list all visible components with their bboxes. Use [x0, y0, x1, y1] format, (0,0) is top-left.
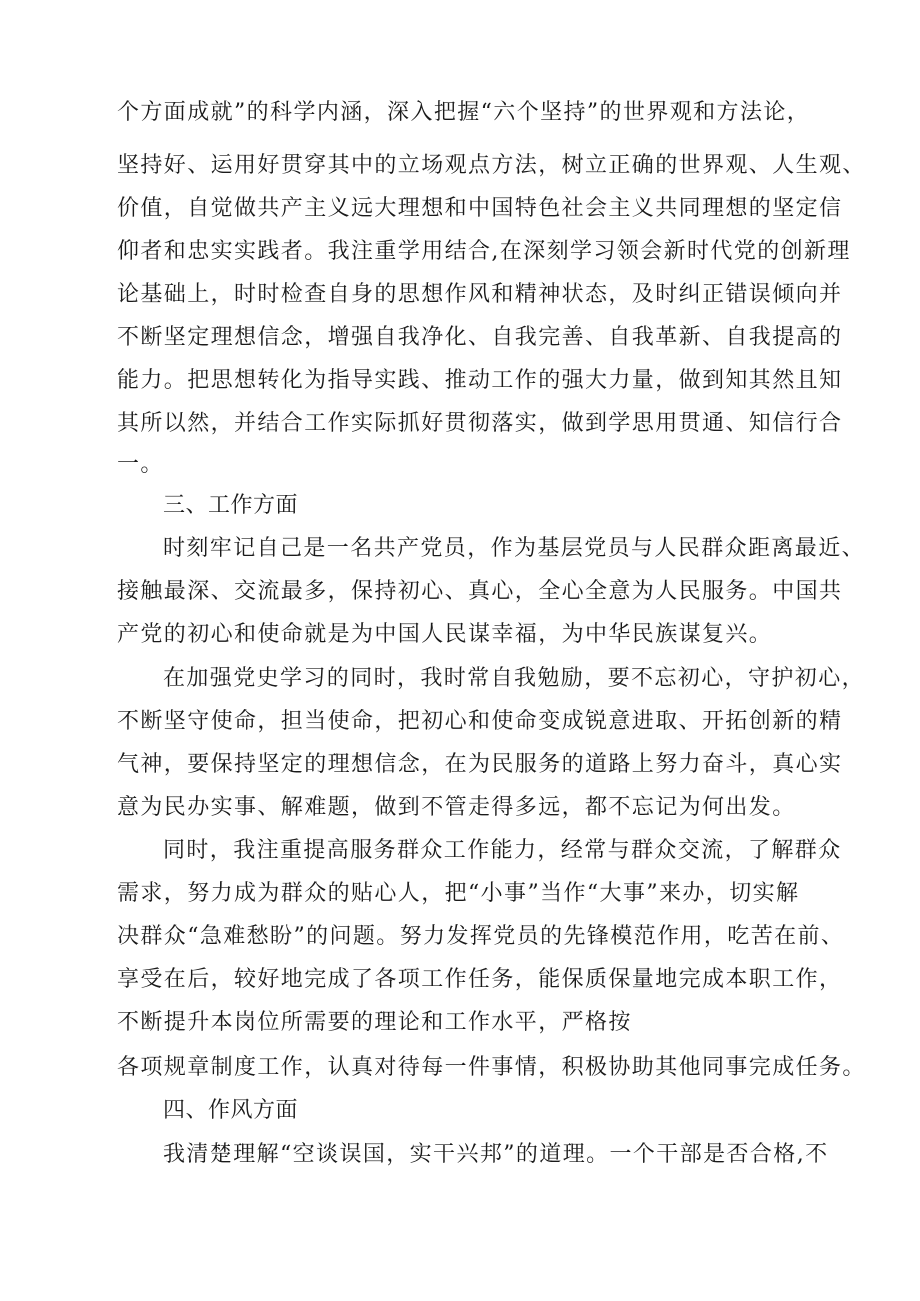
section-heading-work: 三、工作方面: [163, 493, 299, 518]
paragraph-first-line: 我清楚理解“空谈误国，实干兴邦”的道理。一个干部是否合格,不: [163, 1142, 829, 1167]
body-text-line: 不断坚守使命，担当使命，把初心和使命变成锐意进取、开拓创新的精: [117, 709, 843, 734]
body-text-line: 一。: [117, 452, 164, 477]
body-text-line: 坚持好、运用好贯穿其中的立场观点方法，树立正确的世界观、人生观、: [117, 153, 866, 178]
body-text-line: 不断坚定理想信念，增强自我净化、自我完善、自我革新、自我提高的: [117, 325, 843, 350]
paragraph-first-line: 在加强党史学习的同时，我时常自我勉励，要不忘初心，守护初心，: [163, 666, 866, 691]
body-text-line: 意为民办实事、解难题，做到不管走得多远，都不忘记为何出发。: [117, 795, 796, 820]
section-heading-style: 四、作风方面: [163, 1098, 299, 1123]
body-text-line: 享受在后，较好地完成了各项工作任务，能保质保量地完成本职工作，: [117, 967, 843, 992]
body-text-line: 需求，努力成为群众的贴心人，把“小事”当作“大事”来办，切实解: [117, 881, 800, 906]
body-text-line: 各项规章制度工作，认真对待每一件事情，积极协助其他同事完成任务。: [117, 1055, 866, 1080]
body-text-line: 产党的初心和使命就是为中国人民谋幸福，为中华民族谋复兴。: [117, 622, 773, 647]
body-text-line: 其所以然，并结合工作实际抓好贯彻落实，做到学思用贯通、知信行合: [117, 411, 843, 436]
paragraph-first-line: 同时，我注重提高服务群众工作能力，经常与群众交流，了解群众: [163, 838, 842, 863]
body-text-line: 能力。把思想转化为指导实践、推动工作的强大力量，做到知其然且知: [117, 368, 843, 393]
paragraph-first-line: 时刻牢记自己是一名共产党员，作为基层党员与人民群众距离最近、: [163, 536, 866, 561]
body-text-line: 论基础上，时时检查自身的思想作风和精神状态，及时纠正错误倾向并: [117, 282, 843, 307]
body-text-line: 不断提升本岗位所需要的理论和工作水平，严格按: [117, 1010, 632, 1035]
body-text-line: 仰者和忠实实践者。我注重学用结合,在深刻学习领会新时代党的创新理: [117, 239, 851, 264]
body-text-line: 个方面成就”的科学内涵，深入把握“六个坚持”的世界观和方法论，: [117, 100, 811, 125]
body-text-line: 价值，自觉做共产主义远大理想和中国特色社会主义共同理想的坚定信: [117, 196, 843, 221]
body-text-line: 气神，要保持坚定的理想信念，在为民服务的道路上努力奋斗，真心实: [117, 752, 843, 777]
body-text-line: 接触最深、交流最多，保持初心、真心，全心全意为人民服务。中国共: [117, 579, 843, 604]
body-text-line: 决群众“急难愁盼”的问题。努力发挥党员的先锋模范作用，吃苦在前、: [117, 924, 845, 949]
